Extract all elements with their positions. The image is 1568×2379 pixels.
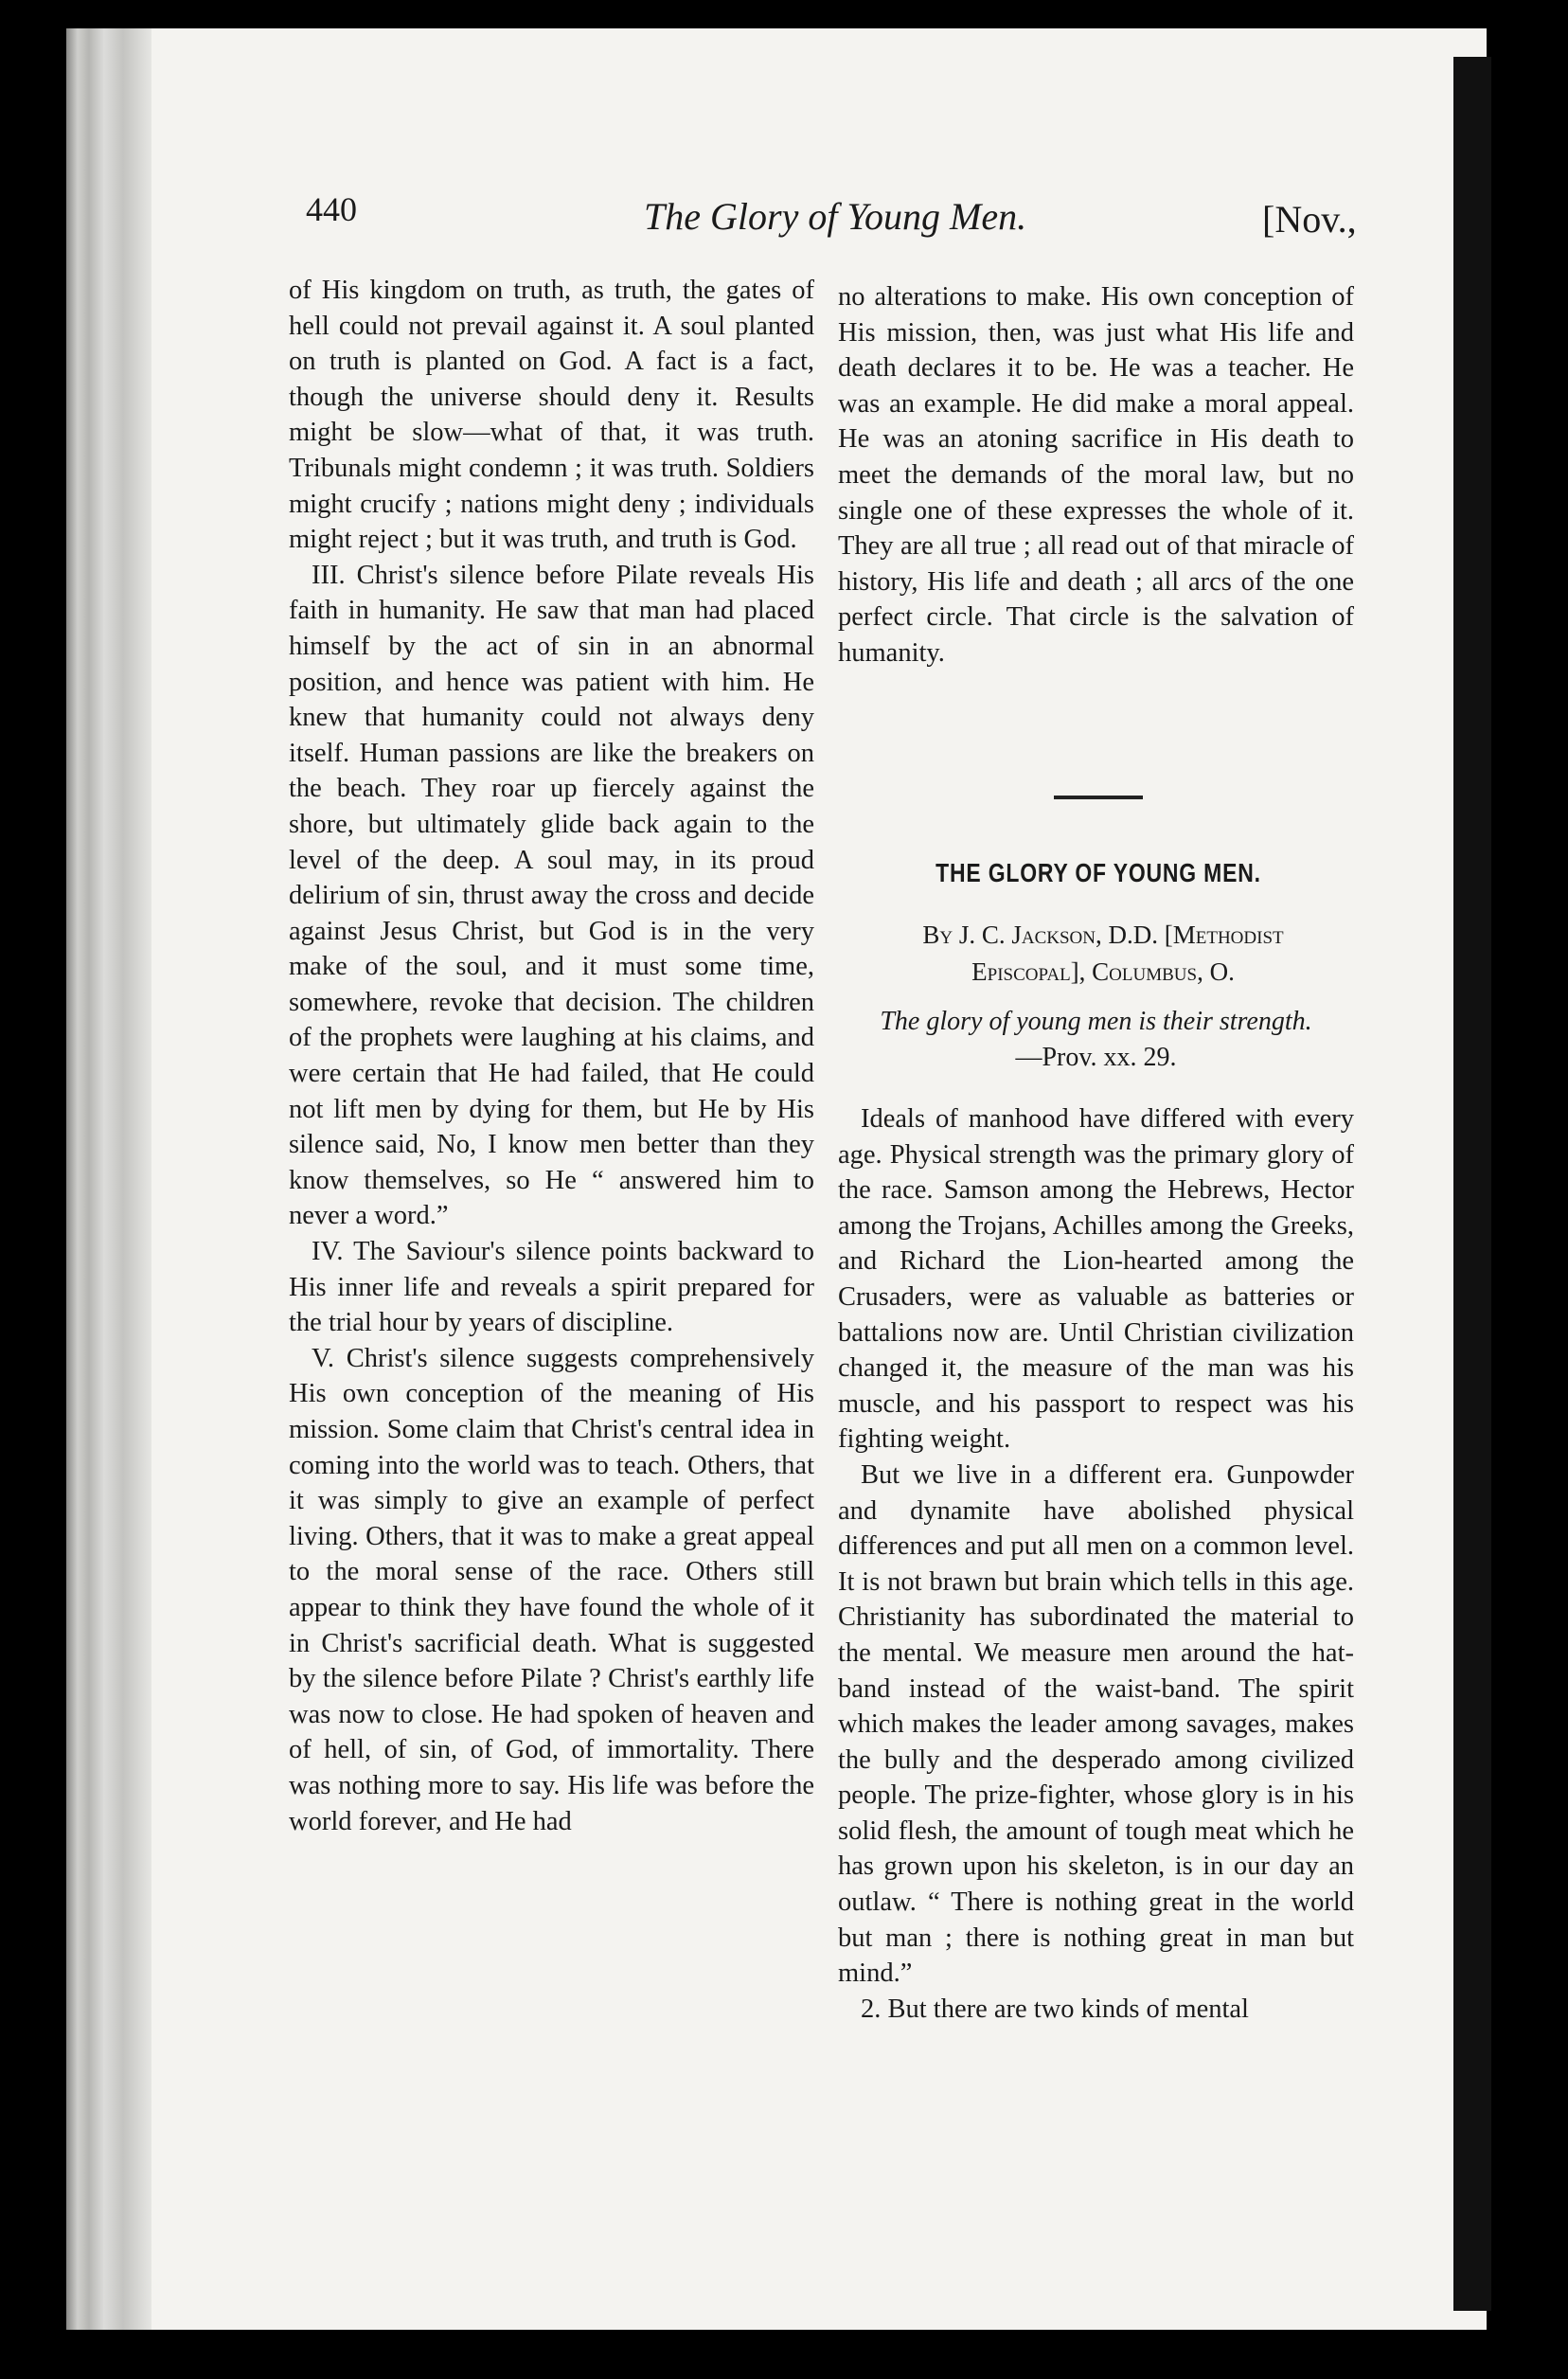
paragraph: III. Christ's silence before Pilate reveals His faith in humanity. He saw that man had placed himself by the act of sin in an abnormal position, and hence was patient with him. He knew that humanity could not always deny itself. Human passions are like the breakers on the beach. They roar up fiercely against the shore, but ultimately glide back again to the level of the deep. A soul may, in its proud delirium of sin, thrust away the cross and decide against Jesus Christ, but God is in the very make of the soul, and it must some time, somewhere, revoke that decision. The children of the prophets were laughing at his claims, and were certain that He had failed, that He could not lift men by dying for them, but He by His silence said, No, I know men better than they know themselves, so He “ answered him to never a word.” <box>289 560 814 1231</box>
paragraph: 2. But there are two kinds of mental <box>861 1994 1249 2024</box>
section-divider <box>1054 796 1143 799</box>
byline-line: By J. C. Jackson, D.D. [Methodist <box>922 921 1284 949</box>
epigraph <box>838 1004 1354 1076</box>
paragraph: Ideals of manhood have differed with every age. Physical strength was the primary glory of the race. Samson among the Hebrews, Hector among the Trojans, Achilles among the Greeks, and Richard the Lion-hearted among the Crusaders, were as valuable as batteries or battalions now are. Until Christian civilization changed it, the measure of the man was his muscle, and his passport to respect was his fighting weight. <box>838 1104 1354 1455</box>
byline-line: Episcopal], Columbus, O. <box>971 957 1235 986</box>
right-column-top <box>838 279 1354 671</box>
byline <box>847 917 1359 991</box>
paragraph: But we live in a different era. Gunpowder and dynamite have abolished physical differences and put all men on a common level. It is not brawn but brain which tells in this age. Christianity has subordinated the material to the mental. We measure men around the hat-band instead of the waist-band. The spirit which makes the leader among savages, makes the bully and the desperado among civilized people. The prize-fighter, whose glory is in his solid flesh, the amount of tough meat which he has grown upon his skeleton, is in our day an outlaw. “ There is nothing great in the world but man ; there is nothing great in man but mind.” <box>838 1459 1354 1989</box>
section-title: THE GLORY OF YOUNG MEN. <box>935 858 1261 887</box>
paragraph: of His kingdom on truth, as truth, the gates of hell could not prevail against it. A soul planted on truth is planted on God. A fact is a fact, though the universe should deny it. Results might be slow—what of that, it was truth. Tribunals might condemn ; it was truth. Soldiers might crucify ; nations might deny ; individuals might reject ; but it was truth, and truth is God. <box>289 276 814 555</box>
paragraph: IV. The Saviour's silence points backward to His inner life and reveals a spirit prepared for the trial hour by years of discipline. <box>289 1237 814 1338</box>
epigraph-text: The glory of young men is their strength. <box>880 1007 1312 1036</box>
article-body <box>838 1101 1354 2027</box>
month-marker: [Nov., <box>1262 198 1357 241</box>
paragraph: no alterations to make. His own conception of His mission, then, was just what His life and death declares it to be. He was a teacher. He was an example. He did make a moral appeal. He was an atoning sacrifice in His death to meet the demands of the moral law, but no single one of these expresses the whole of it. They are all true ; all read out of that miracle of history, His life and death ; all arcs of the one perfect circle. That circle is the salvation of humanity. <box>838 282 1354 668</box>
book-spine-edge <box>66 28 151 2330</box>
page-number: 440 <box>306 190 357 228</box>
running-title: The Glory of Young Men. <box>644 195 1027 238</box>
epigraph-reference: —Prov. xx. 29. <box>1015 1043 1177 1072</box>
page-right-shadow <box>1453 57 1491 2311</box>
paragraph: V. Christ's silence suggests comprehensively His own conception of the meaning of His mission. Some claim that Christ's central idea in coming into the world was to teach. Others, that it was simply to give an example of perfect living. Others, that it was to make a great appeal to the moral sense of the race. Others still appear to think they have found the whole of it in Christ's sacrificial death. What is suggested by the silence before Pilate ? Christ's earthly life was now to close. He had spoken of heaven and of hell, of sin, of God, of immortality. There was nothing more to say. His life was before the world forever, and He had <box>289 1343 814 1836</box>
left-column <box>289 273 814 1839</box>
